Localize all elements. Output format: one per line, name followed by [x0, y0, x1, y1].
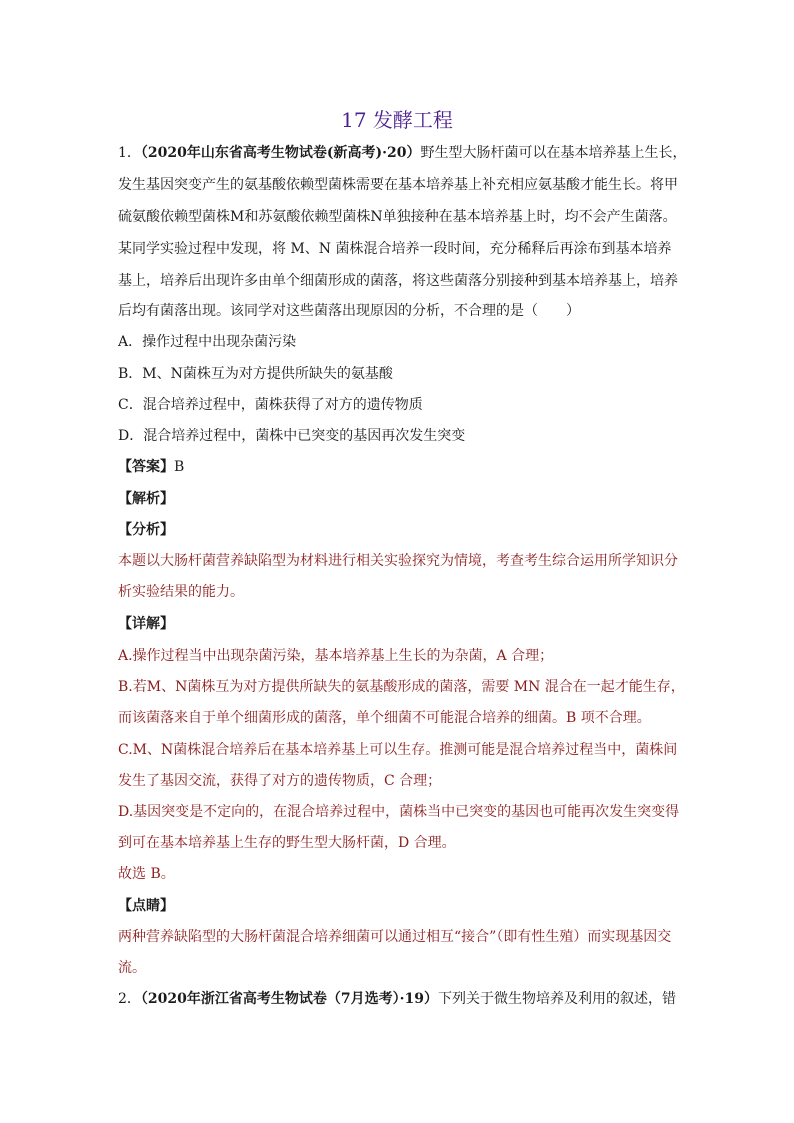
- question-2-line-1: [118, 990, 676, 1008]
- conclusion: 故选 B。: [118, 866, 175, 882]
- detail-line-7: 到可在基本培养基上生存的野生型大肠杆菌，D 合理。: [118, 835, 456, 851]
- question-1-source: （2020年山东省高考生物试卷(新高考)·20）: [140, 145, 421, 161]
- answer-line: [118, 458, 184, 476]
- option-b: B．M、N菌株互为对方提供所缺失的氨基酸: [118, 366, 393, 382]
- question-2-source: （2020年浙江省高考生物试卷（7月选考）·19）: [140, 991, 438, 1007]
- question-2-number: 2．: [118, 991, 141, 1007]
- detail-line-5: 发生了基因交流，获得了对方的遗传物质，C 合理；: [118, 773, 442, 789]
- detail-line-3: 而该菌落来自于单个细菌形成的菌落，单个细菌不可能混合培养的细菌。B 项不合理。: [118, 710, 651, 726]
- detail-label: 【详解】: [118, 616, 174, 632]
- question-1-line-5: 基上，培养后出现许多由单个细菌形成的菌落，将这些菌落分别接种到基本培养基上，培养: [118, 273, 678, 289]
- fenxi-line-1: 本题以大肠杆菌营养缺陷型为材料进行相关实验探究为情境，考查考生综合运用所学知识分: [118, 553, 678, 569]
- question-1-line-6: 后均有菌落出现。该同学对这些菌落出现原因的分析，不合理的是（ ）: [118, 303, 580, 319]
- tip-label: 【点睛】: [118, 898, 174, 914]
- option-d: D．混合培养过程中，菌株中已突变的基因再次发生突变: [118, 428, 466, 444]
- option-a: A．操作过程中出现杂菌污染: [118, 334, 297, 350]
- detail-line-4: C.M、N菌株混合培养后在基本培养基上可以生存。推测可能是混合培养过程当中，菌株间: [118, 742, 678, 758]
- answer-value: B: [174, 459, 185, 475]
- detail-line-2: B.若M、N菌株互为对方提供所缺失的氨基酸形成的菌落，需要 MN 混合在一起才能生存，: [118, 679, 685, 695]
- analysis-label: 【解析】: [118, 491, 174, 507]
- fenxi-label: 【分析】: [118, 522, 174, 538]
- question-1-line-2: 发生基因突变产生的氨基酸依赖型菌株需要在基本培养基上补充相应氨基酸才能生长。将甲: [118, 177, 678, 193]
- question-1-stem-start: 野生型大肠杆菌可以在基本培养基上生长，: [420, 145, 687, 161]
- detail-line-6: D.基因突变是不定向的，在混合培养过程中，菌株当中已突变的基因也可能再次发生突变得: [118, 804, 680, 820]
- question-1-line-3: 硫氨酸依赖型菌株M和苏氨酸依赖型菌株N单独接种在基本培养基上时，均不会产生菌落。: [118, 209, 677, 225]
- fenxi-line-2: 析实验结果的能力。: [118, 584, 244, 600]
- question-1-line-4: 某同学实验过程中发现，将 M、N 菌株混合培养一段时间，充分稀释后再涂布到基本培养: [118, 241, 672, 257]
- tip-line-1: 两种营养缺陷型的大肠杆菌混合培养细菌可以通过相互“接合”（即有性生殖）而实现基因交: [118, 929, 672, 945]
- question-1-number: 1．: [118, 145, 141, 161]
- answer-label: 【答案】: [118, 459, 174, 475]
- detail-line-1: A.操作过程当中出现杂菌污染，基本培养基上生长的为杂菌，A 合理；: [118, 648, 554, 664]
- option-c: C．混合培养过程中，菌株获得了对方的遗传物质: [118, 397, 423, 413]
- page-title: 17 发酵工程: [341, 108, 453, 132]
- question-1-line-1: [118, 144, 687, 162]
- tip-line-2: 流。: [118, 960, 146, 976]
- question-2-stem-start: 下列关于微生物培养及利用的叙述，错: [437, 991, 676, 1007]
